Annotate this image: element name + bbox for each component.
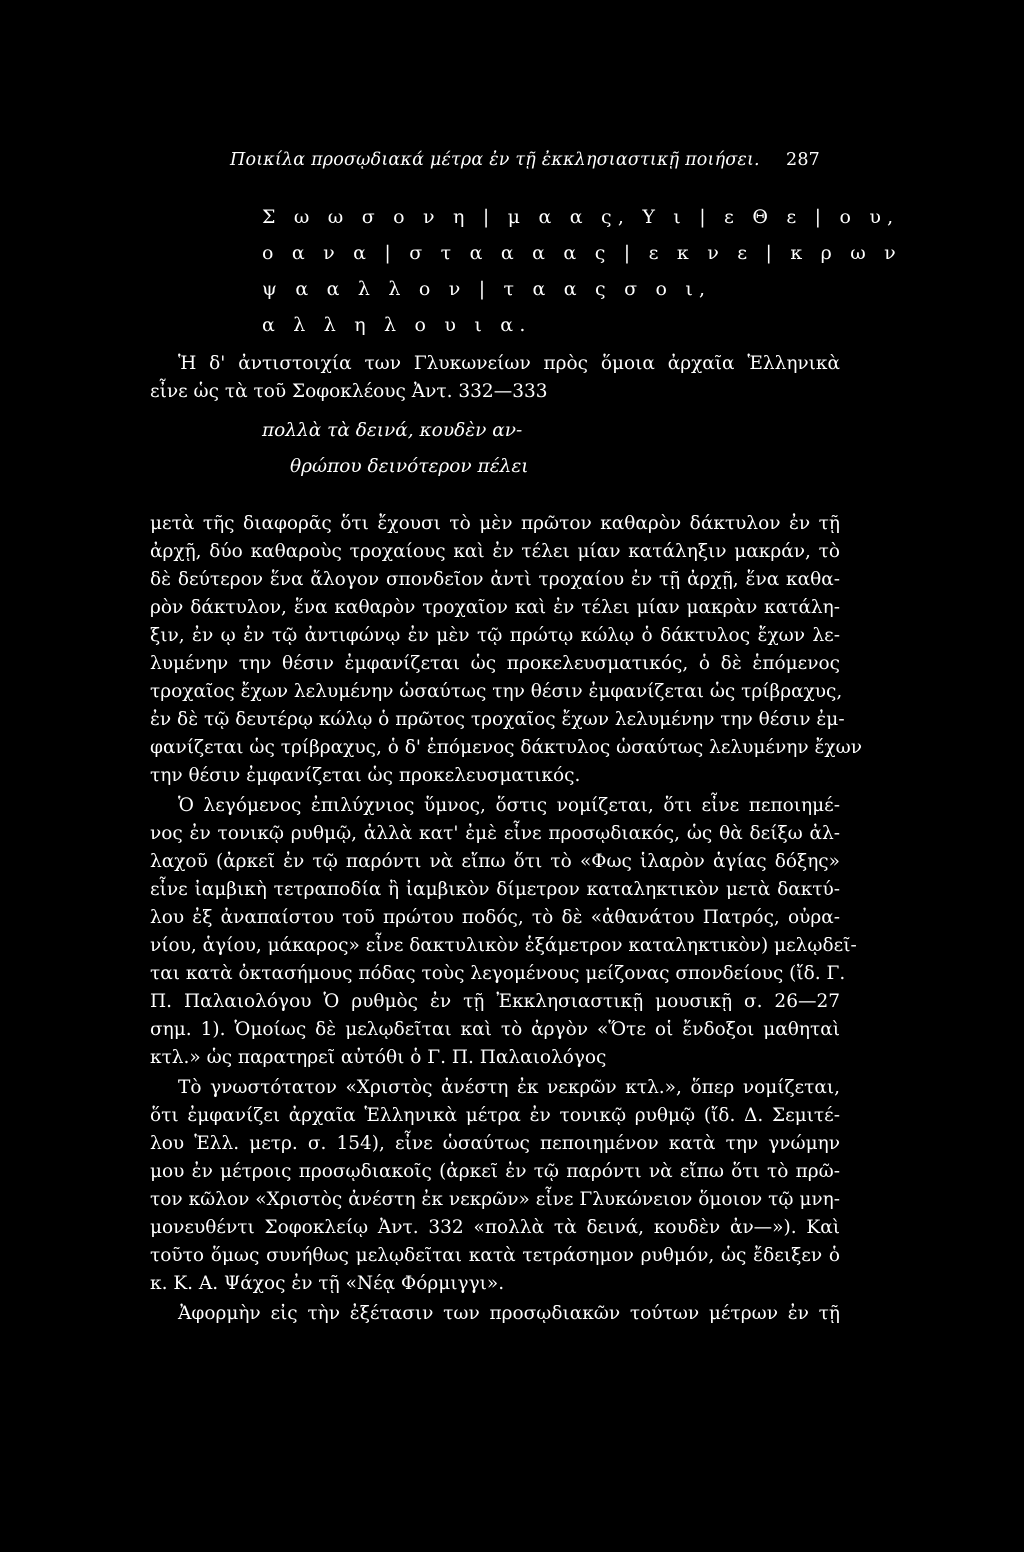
paragraph-line: κ. Κ. Α. Ψάχος ἐν τῇ «Νέᾳ Φόρμιγγι». <box>150 1273 505 1294</box>
paragraph-line: ται κατὰ ὀκτασήμους πόδας τοὺς λεγομένους μείζονας σπονδείους (ἴδ. Γ. <box>150 963 846 984</box>
paragraph-line: ξιν, ἐν ῳ ἐν τῷ ἀντιφώνῳ ἐν μὲν τῷ πρώτῳ κώλῳ ὁ δάκτυλος ἔχων λε- <box>150 625 840 646</box>
paragraph-line: Τὸ γνωστότατον «Χριστὸς ἀνέστη ἐκ νεκρῶν κτλ.», ὅπερ νομίζεται, <box>178 1077 840 1098</box>
paragraph-line: σημ. 1). Ὁμοίως δὲ μελῳδεῖται καὶ τὸ ἀργὸν «Ὅτε οἱ ἔνδοξοι μαθηταὶ <box>150 1019 840 1040</box>
running-header <box>230 150 820 180</box>
paragraph-line: λαχοῦ (ἀρκεῖ ἐν τῷ παρόντι νὰ εἴπω ὅτι τὸ «Φως ἱλαρὸν ἁγίας δόξης» <box>150 851 840 872</box>
paragraph-line: ρὸν δάκτυλον, ἕνα καθαρὸν τροχαῖον καὶ ἐν τέλει μίαν μακρὰν κατάλη- <box>150 597 840 618</box>
paragraph-line: λου Ἑλλ. μετρ. σ. 154), εἶνε ὡσαύτως πεποιημένον κατὰ την γνώμην <box>150 1133 840 1154</box>
verse-line: α λ λ η λ ο υ ι α. <box>262 314 532 336</box>
paragraph-line: ἐν δὲ τῷ δευτέρῳ κώλῳ ὁ πρῶτος τροχαῖος ἔχων λελυμένην την θέσιν ἐμ- <box>150 709 845 730</box>
paragraph-line: κτλ.» ὡς παρατηρεῖ αὐτόθι ὁ Γ. Π. Παλαιολόγος <box>150 1047 607 1068</box>
paragraph-line: Ὁ λεγόμενος ἐπιλύχνιος ὕμνος, ὅστις νομίζεται, ὅτι εἶνε πεποιημέ- <box>178 795 840 816</box>
paragraph-line: μου ἐν μέτροις προσῳδιακοῖς (ἀρκεῖ ἐν τῷ παρόντι νὰ εἴπω ὅτι τὸ πρῶ- <box>150 1161 840 1182</box>
intro-line: εἶνε ὡς τὰ τοῦ Σοφοκλέους Ἀντ. 332—333 <box>150 381 548 402</box>
paragraph-line: εἶνε ἰαμβικὴ τετραποδία ἢ ἰαμβικὸν δίμετρον καταληκτικὸν μετὰ δακτύ- <box>150 879 840 900</box>
verse-line: Σ ω ω σ ο ν η | μ α α ς, Υ ι | ε Θ ε | ο υ, <box>262 206 900 228</box>
running-title: Ποικίλα προσῳδιακά μέτρα ἐν τῇ ἐκκλησιαστικῇ ποιήσει. <box>230 150 760 170</box>
paragraph-line: μονευθέντι Σοφοκλείῳ Ἀντ. 332 «πολλὰ τὰ δεινά, κουδὲν ἀν—»). Καὶ <box>150 1217 840 1238</box>
paragraph-line: Ἀφορμὴν εἰς τὴν ἐξέτασιν των προσῳδιακῶν τούτων μέτρων ἐν τῇ <box>178 1303 840 1324</box>
paragraph-line: ὅτι ἐμφανίζει ἀρχαῖα Ἑλληνικὰ μέτρα ἐν τονικῷ ρυθμῷ (ἴδ. Δ. Σεμιτέ- <box>150 1105 840 1126</box>
quote-line: θρώπου δεινότερον πέλει <box>290 456 529 477</box>
paragraph-line: ἀρχῇ, δύο καθαροὺς τροχαίους καὶ ἐν τέλει μίαν κατάληξιν μακράν, τὸ <box>150 541 840 562</box>
paragraph-line: λου ἐξ ἀναπαίστου τοῦ πρώτου ποδός, τὸ δὲ «ἀθανάτου Πατρός, οὐρα- <box>150 907 840 928</box>
paragraph-line: φανίζεται ὡς τρίβραχυς, ὁ δ' ἑπόμενος δάκτυλος ὡσαύτως λελυμένην ἔχων <box>150 737 862 758</box>
paragraph-line: τοῦτο ὅμως συνήθως μελῳδεῖται κατὰ τετράσημον ρυθμόν, ὡς ἔδειξεν ὁ <box>150 1245 840 1266</box>
paragraph-line: Π. Παλαιολόγου Ὁ ρυθμὸς ἐν τῇ Ἐκκλησιαστικῇ μουσικῇ σ. 26—27 <box>150 991 840 1012</box>
intro-line: Ἡ δ' ἀντιστοιχία των Γλυκωνείων πρὸς ὅμοια ἀρχαῖα Ἑλληνικὰ <box>178 353 840 374</box>
paragraph-line: την θέσιν ἐμφανίζεται ὡς προκελευσματικός. <box>150 765 581 786</box>
paragraph-line: τον κῶλον «Χριστὸς ἀνέστη ἐκ νεκρῶν» εἶνε Γλυκώνειον ὅμοιον τῷ μνη- <box>150 1189 840 1210</box>
paragraph-line: λυμένην την θέσιν ἐμφανίζεται ὡς προκελευσματικός, ὁ δὲ ἑπόμενος <box>150 653 840 674</box>
page-number: 287 <box>785 150 820 170</box>
paragraph-line: νος ἐν τονικῷ ρυθμῷ, ἀλλὰ κατ' ἐμὲ εἶνε προσῳδιακός, ὡς θὰ δείξω ἀλ- <box>150 823 840 844</box>
verse-line: ο α ν α | σ τ α α α α ς | ε κ ν ε | κ ρ ω ν <box>262 242 902 264</box>
paragraph-line: δὲ δεύτερον ἕνα ἄλογον σπονδεῖον ἀντὶ τροχαίου ἐν τῇ ἀρχῇ, ἕνα καθα- <box>150 569 840 590</box>
paragraph-line: τροχαῖος ἔχων λελυμένην ὡσαύτως την θέσιν ἐμφανίζεται ὡς τρίβραχυς, <box>150 681 843 702</box>
quote-line: πολλὰ τὰ δεινά, κουδὲν αν- <box>262 420 523 441</box>
verse-line: ψ α α λ λ ο ν | τ α α ς σ ο ι, <box>262 278 712 300</box>
paragraph-line: μετὰ τῆς διαφορᾶς ὅτι ἔχουσι τὸ μὲν πρῶτον καθαρὸν δάκτυλον ἐν τῇ <box>150 513 840 534</box>
paragraph-line: νίου, ἁγίου, μάκαρος» εἶνε δακτυλικὸν ἑξάμετρον καταληκτικὸν) μελῳδεῖ- <box>150 935 857 956</box>
